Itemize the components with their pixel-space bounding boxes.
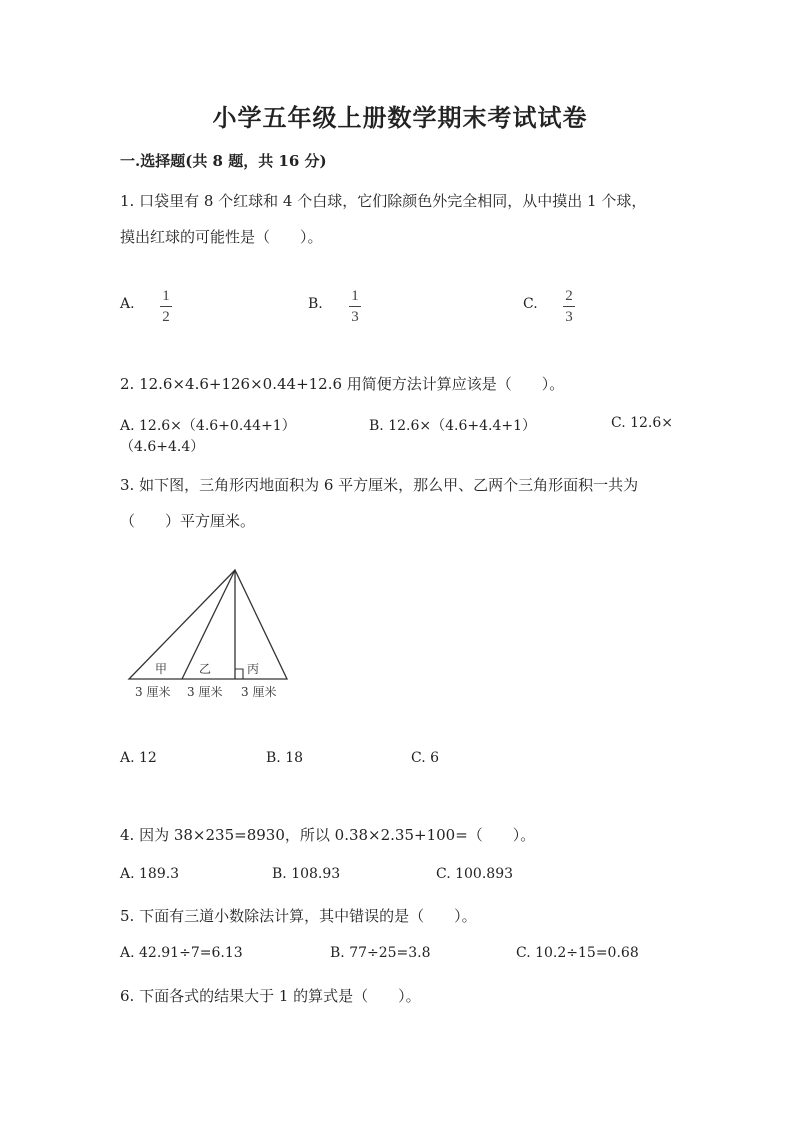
question-4-text: 4. 因为 38×235=8930，所以 0.38×2.35+100=（ ）。 xyxy=(120,826,536,844)
question-3-text: 3. 如下图，三角形丙地面积为 6 平方厘米，那么甲、乙两个三角形面积一共为 xyxy=(120,476,639,494)
q2-option-a[interactable]: A. 12.6×（4.6+0.44+1） xyxy=(120,418,296,434)
label-bing: 丙 xyxy=(247,662,260,676)
q3-option-a[interactable]: A. 12 xyxy=(120,750,157,766)
q5-option-b[interactable]: B. 77÷25=3.8 xyxy=(330,945,431,961)
fraction-denominator: 2 xyxy=(162,309,170,325)
fraction-numerator: 1 xyxy=(351,288,359,304)
q3-option-c[interactable]: C. 6 xyxy=(411,750,440,766)
base-length-3: 3 厘米 xyxy=(241,685,277,699)
page-title: 小学五年级上册数学期末考试试卷 xyxy=(212,103,588,132)
q1-option-b-fraction[interactable] xyxy=(349,287,361,326)
section-heading: 一.选择题(共 8 题，共 16 分) xyxy=(120,152,327,170)
question-1-text-cont: 摸出红球的可能性是（ ）。 xyxy=(120,228,323,246)
triangle-figure xyxy=(125,562,295,704)
q2-option-b[interactable]: B. 12.6×（4.6+4.4+1） xyxy=(369,418,536,434)
q4-option-b[interactable]: B. 108.93 xyxy=(272,866,341,882)
q1-option-b-label[interactable]: B. xyxy=(308,296,323,312)
question-3-text-cont: （ ）平方厘米。 xyxy=(120,512,256,530)
q3-option-b[interactable]: B. 18 xyxy=(266,750,304,766)
fraction-bar xyxy=(349,306,361,307)
q1-option-a-label[interactable]: A. xyxy=(120,296,135,312)
q4-option-c[interactable]: C. 100.893 xyxy=(436,866,514,882)
q2-option-c[interactable]: C. 12.6× xyxy=(611,415,674,431)
question-2-text: 2. 12.6×4.6+126×0.44+12.6 用简便方法计算应该是（ ）。 xyxy=(120,375,565,393)
q5-option-c[interactable]: C. 10.2÷15=0.68 xyxy=(516,945,639,961)
question-1-text: 1. 口袋里有 8 个红球和 4 个白球，它们除颜色外完全相同，从中摸出 1 个球， xyxy=(120,192,647,210)
base-length-1: 3 厘米 xyxy=(135,685,171,699)
q5-option-a[interactable]: A. 42.91÷7=6.13 xyxy=(120,945,243,961)
fraction-denominator: 3 xyxy=(351,309,359,325)
q1-option-c-fraction[interactable] xyxy=(563,287,575,326)
q4-option-a[interactable]: A. 189.3 xyxy=(120,866,180,882)
fraction-numerator: 2 xyxy=(565,288,573,304)
question-5-text: 5. 下面有三道小数除法计算，其中错误的是（ ）。 xyxy=(120,907,477,925)
right-angle-mark xyxy=(235,669,243,679)
fraction-denominator: 3 xyxy=(565,309,573,325)
label-yi: 乙 xyxy=(199,662,212,676)
fraction-bar xyxy=(563,306,575,307)
fraction-bar xyxy=(160,306,172,307)
q1-option-c-label[interactable]: C. xyxy=(523,296,538,312)
q1-option-a-fraction[interactable] xyxy=(160,287,172,326)
label-jia: 甲 xyxy=(155,662,168,676)
question-6-text: 6. 下面各式的结果大于 1 的算式是（ ）。 xyxy=(120,987,421,1005)
fraction-numerator: 1 xyxy=(162,288,170,304)
base-length-2: 3 厘米 xyxy=(187,685,223,699)
q2-option-c-cont: （4.6+4.4） xyxy=(120,439,205,455)
